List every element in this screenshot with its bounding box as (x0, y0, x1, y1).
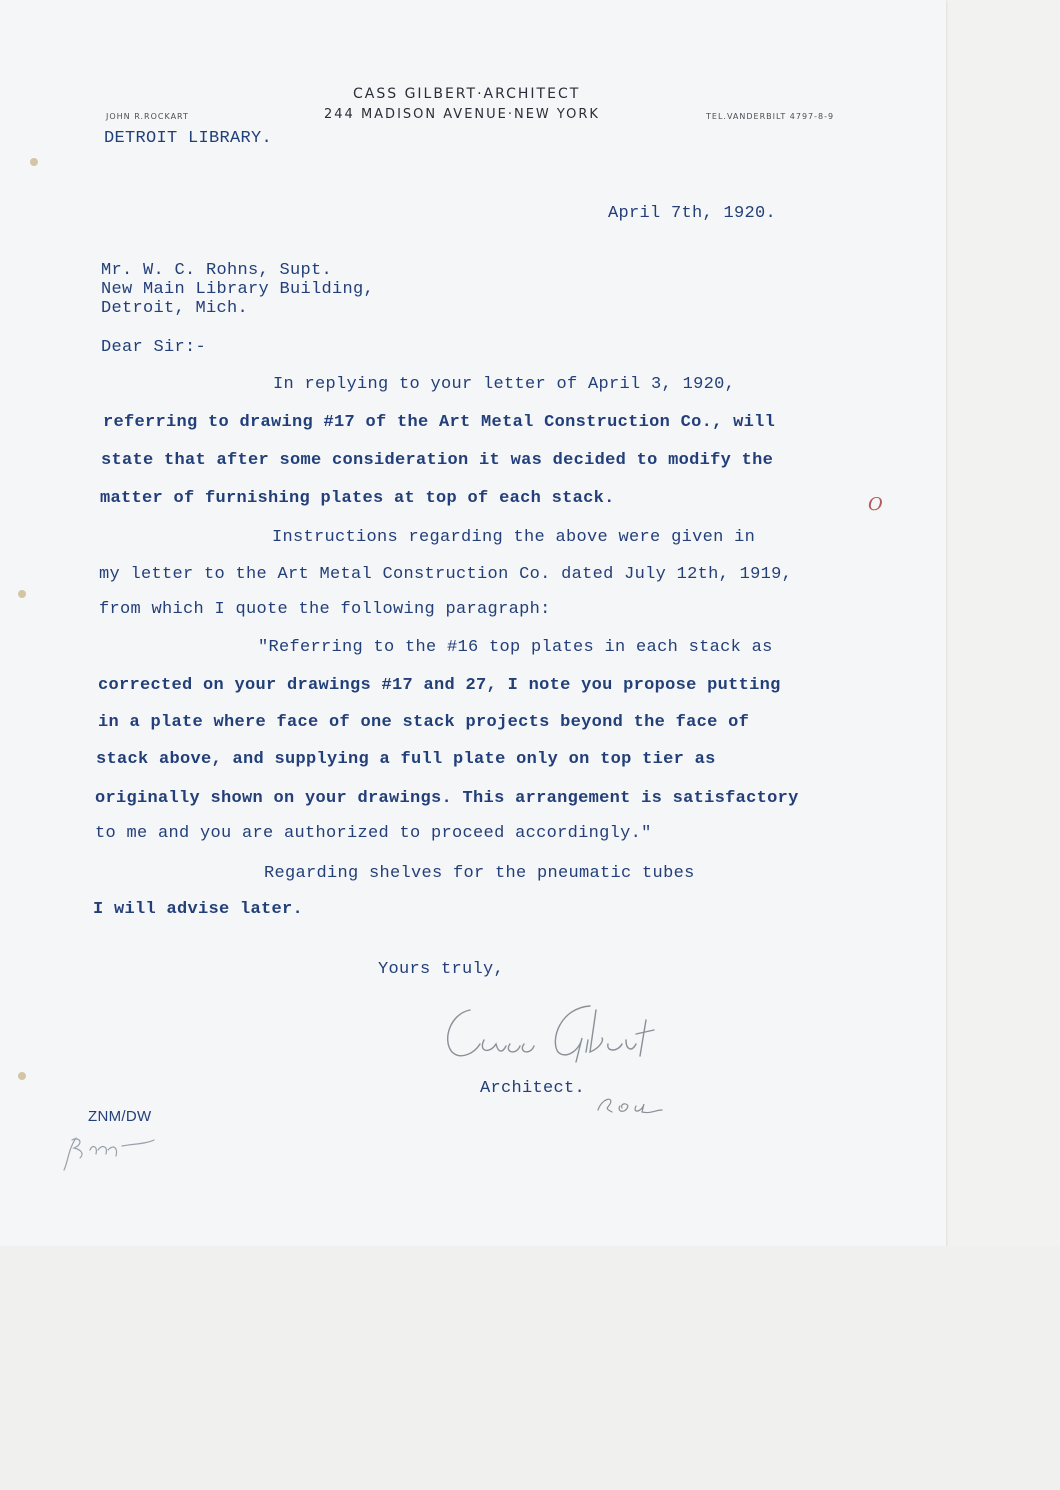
body-line: referring to drawing #17 of the Art Metal Construction Co., will (103, 413, 776, 432)
body-line: I will advise later. (93, 900, 304, 919)
signature-image (440, 1000, 680, 1070)
handwritten-mark-image (62, 1126, 162, 1176)
body-line: In replying to your letter of April 3, 1920, (273, 375, 736, 394)
body-line: my letter to the Art Metal Construction Co. dated July 12th, 1919, (99, 565, 793, 584)
letter-date: April 7th, 1920. (608, 204, 777, 223)
body-line: Instructions regarding the above were given in (272, 528, 756, 547)
quote-line: "Referring to the #16 top plates in each stack as (258, 638, 773, 657)
bleed-through-ghost (0, 1196, 14, 1231)
signature-title: Architect. (480, 1079, 586, 1098)
body-line: matter of furnishing plates at top of each stack. (100, 489, 615, 508)
letterhead-telephone: TEL.VANDERBILT 4797-8-9 (706, 112, 835, 121)
recipient-line: Mr. W. C. Rohns, Supt. (101, 261, 333, 280)
letterhead-left-note: JOHN R.ROCKART (106, 112, 189, 121)
body-line: Regarding shelves for the pneumatic tubes (264, 864, 695, 883)
recipient-line: New Main Library Building, (101, 280, 375, 299)
letterhead-firm: CASS GILBERT·ARCHITECT (353, 86, 581, 102)
backing-sheet (0, 1246, 1060, 1490)
reference-line: DETROIT LIBRARY. (104, 129, 273, 148)
quote-line: originally shown on your drawings. This arrangement is satisfactory (95, 789, 799, 808)
salutation: Dear Sir:- (101, 338, 207, 357)
closing: Yours truly, (378, 960, 505, 979)
pin-hole-mark (18, 1072, 26, 1080)
body-line: from which I quote the following paragraph: (99, 600, 551, 619)
letterhead-address: 244 MADISON AVENUE·NEW YORK (324, 107, 600, 122)
quote-line: corrected on your drawings #17 and 27, I note you propose putting (98, 676, 781, 695)
quote-line: stack above, and supplying a full plate only on top tier as (96, 750, 716, 769)
handwritten-initials-image (594, 1092, 666, 1116)
margin-mark: O (868, 494, 883, 515)
quote-line: in a plate where face of one stack projects beyond the face of (98, 713, 750, 732)
pin-hole-mark (30, 158, 38, 166)
quote-line: to me and you are authorized to proceed accordingly." (95, 824, 652, 843)
pin-hole-mark (18, 590, 26, 598)
typist-initials: ZNM/DW (88, 1108, 152, 1125)
body-line: state that after some consideration it was decided to modify the (101, 451, 774, 470)
recipient-line: Detroit, Mich. (101, 299, 249, 318)
